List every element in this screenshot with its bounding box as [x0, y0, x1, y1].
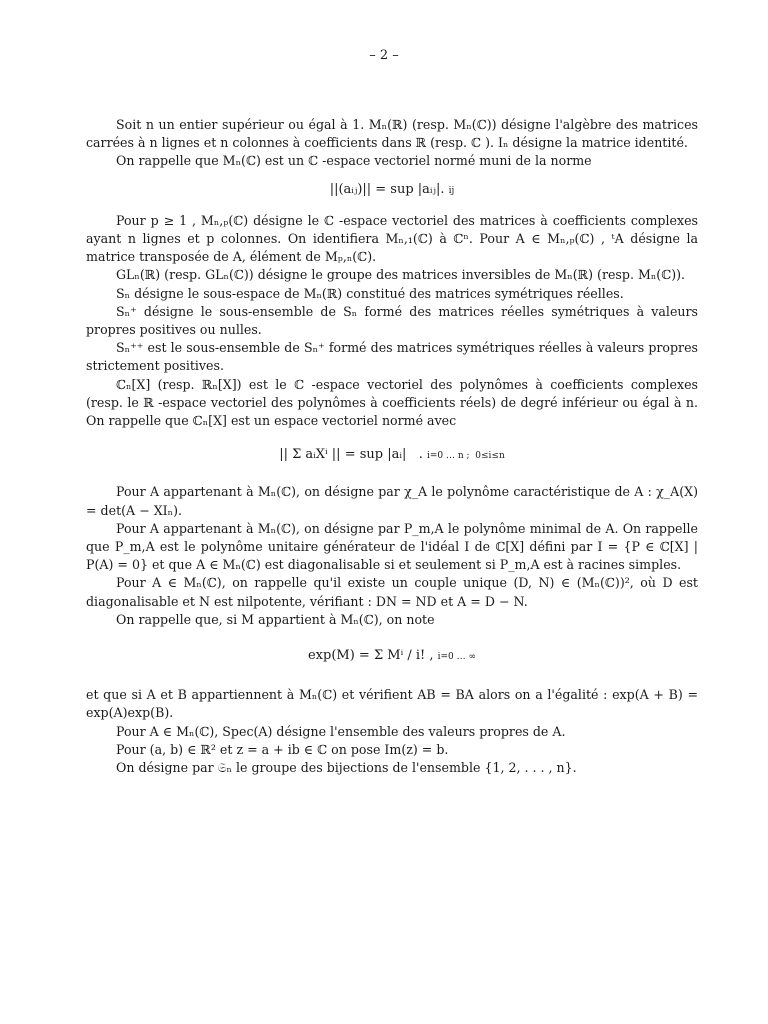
equation-matrix-norm-subscript: ij — [448, 185, 455, 196]
paragraph-dunford-decomposition: Pour A ∈ Mₙ(ℂ), on rappelle qu'il existe un couple unique (D, N) ∈ (Mₙ(ℂ))², où D est diagonalisable et N est nilpotente, vérifiant : DN = ND et A = D − N. — [86, 575, 698, 609]
paragraph-spectrum: Pour A ∈ Mₙ(ℂ), Spec(A) désigne l'ensemble des valeurs propres de A. — [116, 723, 566, 739]
page-number: – 2 – — [369, 48, 399, 63]
equation-matrix-norm — [86, 181, 698, 200]
paragraph-general-linear-group: GLₙ(ℝ) (resp. GLₙ(ℂ)) désigne le groupe des matrices inversibles de Mₙ(ℝ) (resp. Mₙ(ℂ)). — [116, 267, 686, 283]
paragraph-characteristic-polynomial: Pour A appartenant à Mₙ(ℂ), on désigne par χ_A le polynôme caractéristique de A : χ_A(X) = det(A − XIₙ). — [86, 484, 698, 518]
paragraph-positive-definite: Sₙ⁺⁺ est le sous-ensemble de Sₙ⁺ formé des matrices symétriques réelles à valeurs propres strictement positives. — [86, 340, 698, 374]
paragraph-minimal-polynomial: Pour A appartenant à Mₙ(ℂ), on désigne par P_m,A le polynôme minimal de A. On rappelle que P_m,A est le polynôme unitaire générateur de l'idéal I de ℂ[X] défini par I = {P ∈ ℂ[X] | P(A) = 0} et que A ∈ Mₙ(ℂ) est diagonalisable si et seulement si P_m,A est à racines simples. — [86, 520, 698, 573]
equation-exponential — [86, 647, 698, 666]
paragraph-polynomials: ℂₙ[X] (resp. ℝₙ[X]) est le ℂ -espace vectoriel des polynômes à coefficients complexes (resp. le ℝ -espace vectoriel des polynômes à coefficients réels) de degré inférieur ou égal à n. On rappelle que ℂₙ[X] est un espace vectoriel normé avec — [86, 376, 698, 429]
paragraph-matrices-definition: Soit n un entier supérieur ou égal à 1. Mₙ(ℝ) (resp. Mₙ(ℂ)) désigne l'algèbre des matrices carrées à n lignes et n colonnes à coefficients dans ℝ (resp. ℂ ). Iₙ désigne la matrice identité. — [86, 117, 698, 151]
paragraph-rectangular-matrices: Pour p ≥ 1 , Mₙ,ₚ(ℂ) désigne le ℂ -espace vectoriel des matrices à coefficients complexes ayant n lignes et p colonnes. On identifiera Mₙ,₁(ℂ) à ℂⁿ. Pour A ∈ Mₙ,ₚ(ℂ) , ᵗA désigne la matrice transposée de A, élément de Mₚ,ₙ(ℂ). — [86, 212, 698, 265]
paragraph-symmetric-matrices: Sₙ désigne le sous-espace de Mₙ(ℝ) constitué des matrices symétriques réelles. — [116, 285, 624, 301]
equation-polynomial-norm-subscript: i=0 … n ; 0≤i≤n — [427, 451, 505, 462]
paragraph-positive-semidefinite: Sₙ⁺ désigne le sous-ensemble de Sₙ formé des matrices réelles symétriques à valeurs propres positives ou nulles. — [86, 303, 698, 338]
paragraph-exponential-intro: On rappelle que, si M appartient à Mₙ(ℂ), on note — [116, 611, 435, 627]
equation-matrix-norm-body: ||(aᵢⱼ)|| = sup |aᵢⱼ|. — [329, 181, 445, 197]
equation-exponential-subscript: i=0 … ∞ — [437, 652, 476, 663]
document-body — [86, 116, 698, 777]
paragraph-norm-intro: On rappelle que Mₙ(ℂ) est un ℂ -espace vectoriel normé muni de la norme — [116, 153, 592, 169]
paragraph-imaginary-part: Pour (a, b) ∈ ℝ² et z = a + ib ∈ ℂ on pose Im(z) = b. — [116, 741, 449, 757]
equation-polynomial-norm-body: || Σ aᵢXⁱ || = sup |aᵢ| . — [279, 447, 423, 463]
equation-exponential-body: exp(M) = Σ Mⁱ / i! , — [307, 648, 434, 664]
equation-polynomial-norm — [86, 446, 698, 465]
paragraph-exponential-property: et que si A et B appartiennent à Mₙ(ℂ) et vérifient AB = BA alors on a l'égalité : exp(A + B) = exp(A)exp(B). — [86, 687, 698, 721]
paragraph-symmetric-group: On désigne par 𝔖ₙ le groupe des bijections de l'ensemble {1, 2, . . . , n}. — [116, 760, 577, 776]
